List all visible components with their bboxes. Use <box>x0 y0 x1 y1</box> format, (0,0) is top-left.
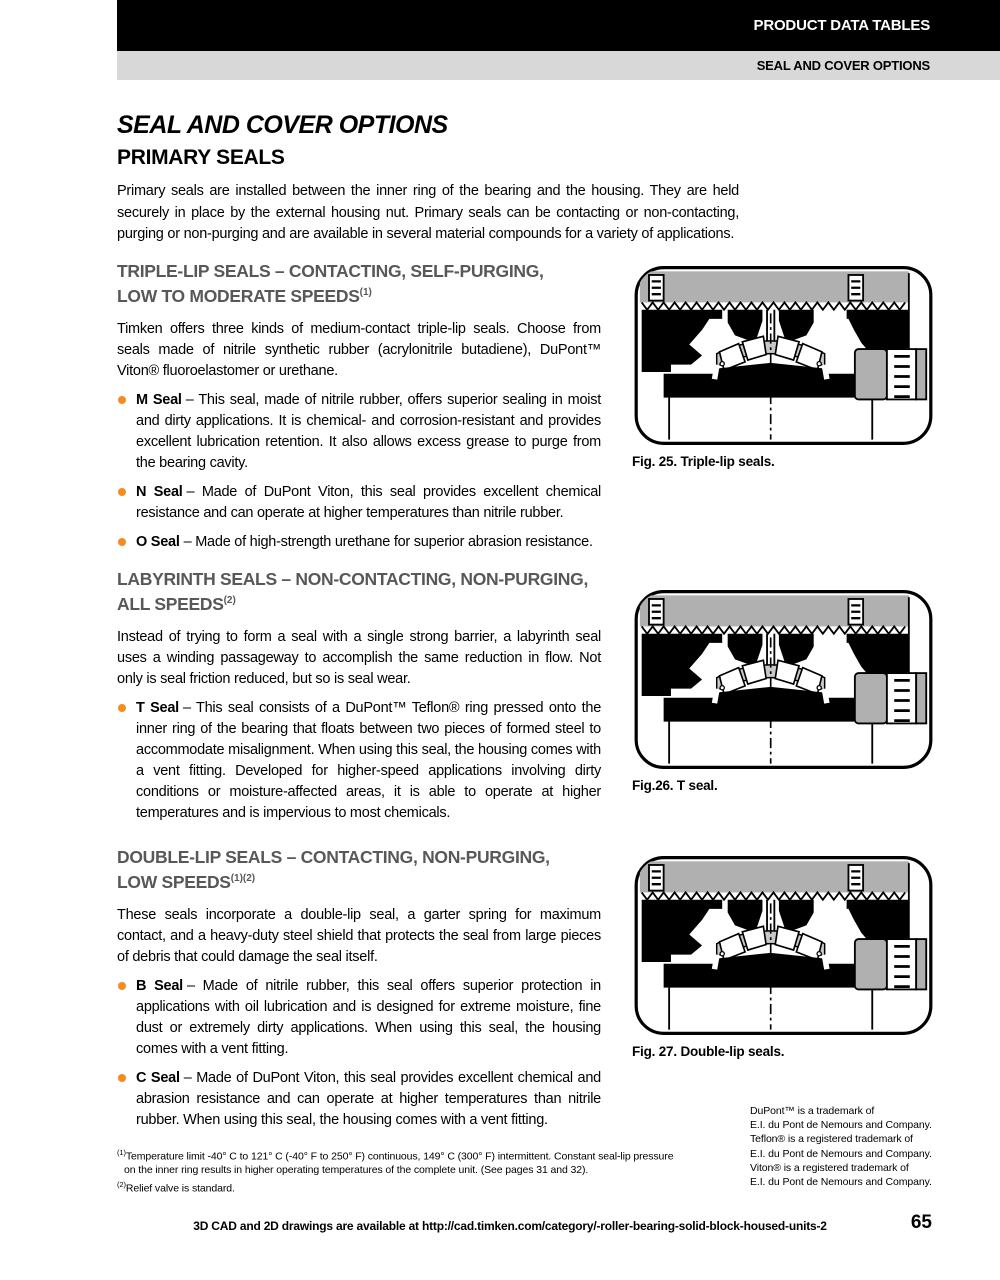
section-heading-triple-lip <box>117 260 601 307</box>
bullet-dot-icon <box>118 982 126 990</box>
section-labyrinth-seals <box>117 568 601 824</box>
bullet-text: – Made of high-strength urethane for superior abrasion resistance. <box>183 533 593 550</box>
bearing-cross-section-drawing <box>632 588 935 771</box>
footnote-2 <box>117 1178 683 1196</box>
section-triple-lip-seals <box>117 260 601 553</box>
header-band-gray <box>117 51 1000 80</box>
bullet-term: N Seal <box>136 483 183 500</box>
bullet-dot-icon <box>118 704 126 712</box>
figure-caption: Fig. 27. Double-lip seals. <box>632 1044 785 1059</box>
bearing-cross-section-drawing <box>632 854 935 1037</box>
header-subband-title: SEAL AND COVER OPTIONS <box>756 58 930 73</box>
bullet-term: C Seal <box>136 1069 180 1086</box>
bullet-dot-icon <box>118 1074 126 1082</box>
footnote-text: Relief valve is standard. <box>125 1182 235 1194</box>
bullet-dot-icon <box>118 396 126 404</box>
trademark-line: Teflon® is a registered trademark of <box>750 1133 913 1146</box>
bullet-term: M Seal <box>136 391 182 408</box>
footnote-ref: (1) <box>359 287 372 298</box>
bearing-cross-section-drawing <box>632 264 935 447</box>
footnote-1 <box>117 1146 683 1178</box>
bullet-term: B Seal <box>136 977 183 994</box>
header-band-title: PRODUCT DATA TABLES <box>753 17 930 34</box>
trademark-notes <box>750 1104 950 1189</box>
footnotes <box>117 1146 683 1196</box>
section-body: Timken offers three kinds of medium-contact triple-lip seals. Choose from seals made of nitrile synthetic rubber (acrylonitrile butadiene), DuPont™ Viton® fluoroelastomer or urethane. <box>117 320 601 379</box>
bullet-b-seal <box>117 976 601 1060</box>
header-band-black <box>117 0 1000 51</box>
bullet-c-seal <box>117 1068 601 1131</box>
trademark-line: Viton® is a registered trademark of <box>750 1161 909 1174</box>
trademark-line: E.I. du Pont de Nemours and Company. <box>750 1176 932 1189</box>
bullet-text: – This seal, made of nitrile rubber, offers superior sealing in moist and dirty applications. It is chemical- and corrosion-resistant and provides excellent lubrication retention. It also allows excess grease to purge from the bearing cavity. <box>136 391 602 471</box>
section-body: These seals incorporate a double-lip seal, a garter spring for maximum contact, and a heavy-duty steel shield that protects the seal from large pieces of debris that could damage the seal itself. <box>117 906 601 965</box>
figure-triple-lip-seals <box>632 264 935 469</box>
bullet-text: – Made of DuPont Viton, this seal provides excellent chemical and abrasion resistance and can operate at higher temperatures than nitrile rubber. When using this seal, the housing comes with a vent fitting. <box>136 1069 601 1128</box>
figure-caption: Fig. 25. Triple-lip seals. <box>632 454 775 469</box>
bullet-list <box>117 698 601 824</box>
section-heading-labyrinth <box>117 568 601 615</box>
trademark-line: E.I. du Pont de Nemours and Company. <box>750 1119 932 1132</box>
footnote-ref: (1)(2) <box>230 873 256 884</box>
footnote-ref: (2) <box>223 595 236 606</box>
bullet-list <box>117 390 601 553</box>
bullet-dot-icon <box>118 538 126 546</box>
bullet-dot-icon <box>118 488 126 496</box>
heading-line: LOW TO MODERATE SPEEDS <box>117 285 360 306</box>
footnote-marker: (1) <box>117 1148 126 1157</box>
bullet-list <box>117 976 601 1131</box>
bullet-n-seal <box>117 482 601 524</box>
bullet-m-seal <box>117 390 601 474</box>
trademark-line: E.I. du Pont de Nemours and Company. <box>750 1147 932 1160</box>
page-number: 65 <box>910 1212 932 1233</box>
figure-double-lip-seals <box>632 854 935 1059</box>
bullet-text: – Made of nitrile rubber, this seal offers superior protection in applications with oil lubrication and is designed for extreme moisture, fine dust or extremely dirty applications. When using this seal, the housing comes with a vent fitting. <box>136 977 601 1057</box>
page-title: SEAL AND COVER OPTIONS <box>117 111 448 139</box>
bullet-text: – This seal consists of a DuPont™ Teflon® ring pressed onto the inner ring of the bearing that floats between two pieces of formed steel to accommodate misalignment. When using this seal, the housing comes with a vent fitting. Developed for higher-speed applications involving dirty conditions or moisture-affected areas, it is able to operate at higher temperatures and is impervious to most chemicals. <box>136 699 602 821</box>
heading-line: DOUBLE-LIP SEALS – CONTACTING, NON-PURGING, <box>117 847 550 867</box>
bullet-t-seal <box>117 698 601 824</box>
trademark-line: DuPont™ is a trademark of <box>750 1105 875 1117</box>
figure-caption: Fig.26. T seal. <box>632 778 718 793</box>
footer-note: 3D CAD and 2D drawings are available at http://cad.timken.com/category/-roller-bearing-solid-block-housed-units-2 <box>193 1219 827 1233</box>
heading-line: ALL SPEEDS <box>117 593 224 614</box>
page-subtitle: PRIMARY SEALS <box>117 146 285 169</box>
bullet-term: T Seal <box>136 699 179 716</box>
figure-t-seal <box>632 588 935 793</box>
heading-line: LOW SPEEDS <box>117 871 231 892</box>
section-body: Instead of trying to form a seal with a single strong barrier, a labyrinth seal uses a winding passageway to accomplish the same reduction in flow. Not only is seal friction reduced, but so is seal wear. <box>117 628 601 687</box>
heading-line: LABYRINTH SEALS – NON-CONTACTING, NON-PURGING, <box>117 569 589 589</box>
bullet-o-seal <box>117 532 601 553</box>
footnote-text: Temperature limit -40° C to 121° C (-40° F to 250° F) continuous, 149° C (300° F) intermittent. Constant seal-lip pressure on the inner ring results in higher operating temperatures of the complete unit. (See pages 31 and 32). <box>124 1150 674 1176</box>
bullet-term: O Seal <box>136 533 180 550</box>
section-double-lip-seals <box>117 846 601 1131</box>
heading-line: TRIPLE-LIP SEALS – CONTACTING, SELF-PURGING, <box>117 261 544 281</box>
footnote-marker: (2) <box>117 1179 126 1189</box>
intro-paragraph: Primary seals are installed between the inner ring of the bearing and the housing. They are held securely in place by the external housing nut. Primary seals can be contacting or non-contacting, purging or non-purging and are available in several material compounds for a variety of applications. <box>117 183 739 242</box>
bullet-text: – Made of DuPont Viton, this seal provides excellent chemical resistance and can operate at higher temperatures than nitrile rubber. <box>136 483 601 521</box>
section-heading-double-lip <box>117 846 601 893</box>
